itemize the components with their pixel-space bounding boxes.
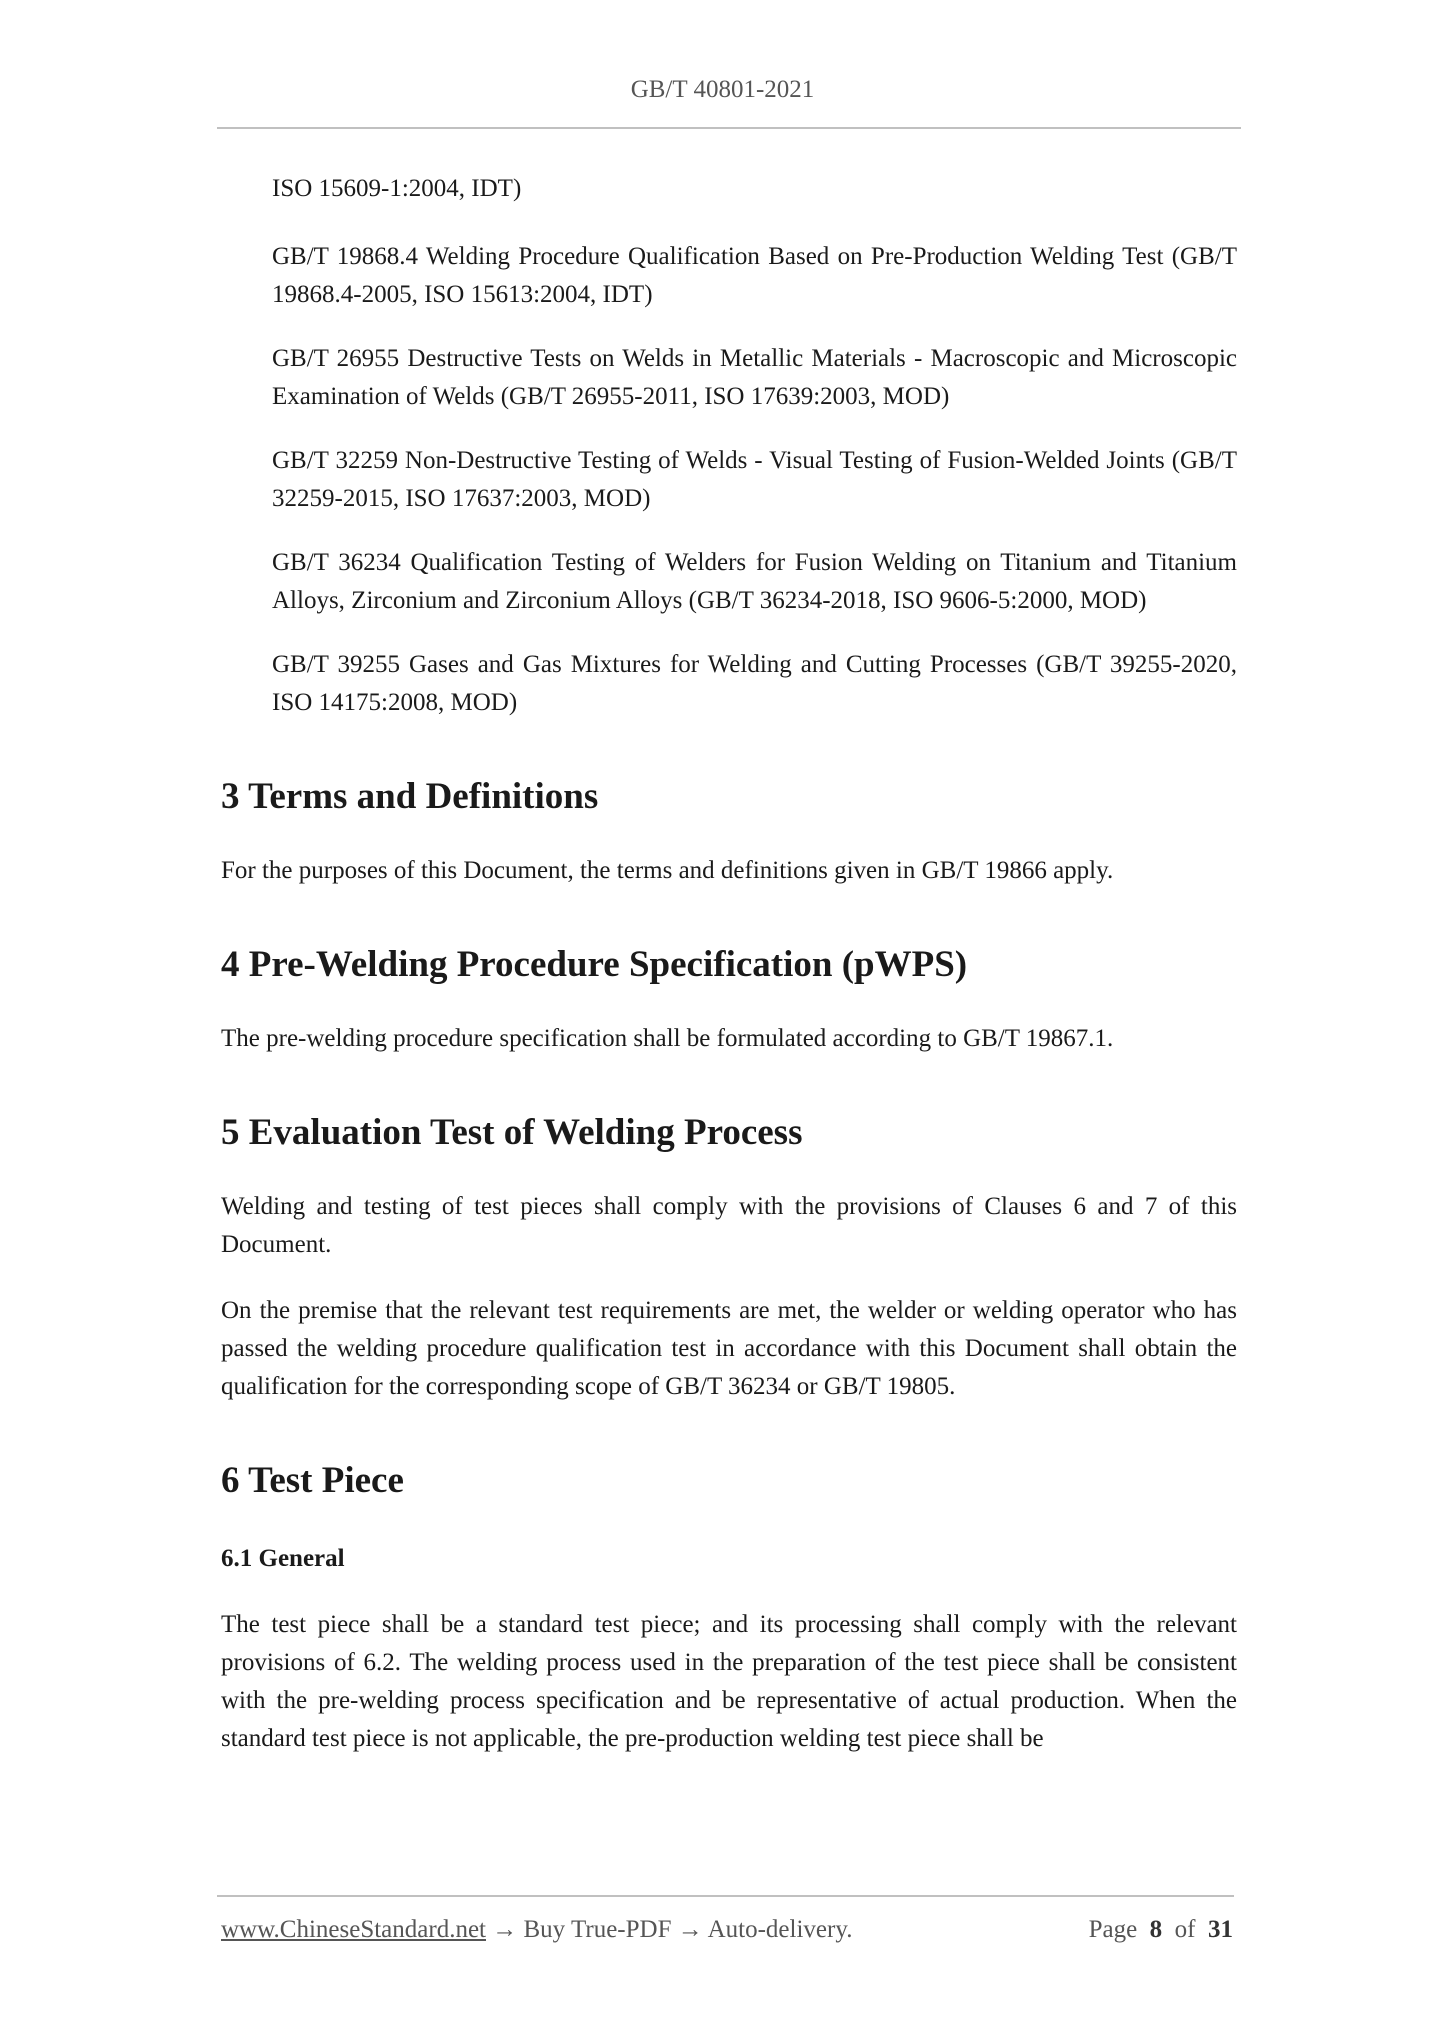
section-heading-test-piece: 6 Test Piece [221, 1460, 404, 1501]
website-link[interactable]: www.ChineseStandard.net [221, 1916, 486, 1943]
promo-text: → Buy True-PDF → Auto-delivery. [486, 1916, 853, 1943]
footer-promo [221, 1916, 852, 1944]
reference-item: GB/T 36234 Qualification Testing of Welders for Fusion Welding on Titanium and Titanium Alloys, Zirconium and Zirconium Alloys (GB/T 36234-2018, ISO 9606-5:2000, MOD) [272, 549, 1237, 614]
reference-item: GB/T 19868.4 Welding Procedure Qualification Based on Pre-Production Welding Test (GB/T 19868.4-2005, ISO 15613:2004, IDT) [272, 243, 1237, 308]
page-of-label: of [1174, 1916, 1196, 1943]
reference-item: ISO 15609-1:2004, IDT) [272, 175, 522, 202]
section-heading-pwps: 4 Pre-Welding Procedure Specification (pWPS) [221, 944, 968, 985]
page-indicator [1089, 1916, 1233, 1944]
footer-divider [217, 1895, 1234, 1897]
section-paragraph: On the premise that the relevant test requirements are met, the welder or welding operator who has passed the welding procedure qualification test in accordance with this Document shall obtain the qualification for the corresponding scope of GB/T 36234 or GB/T 19805. [221, 1297, 1237, 1400]
reference-item: GB/T 26955 Destructive Tests on Welds in Metallic Materials - Macroscopic and Microscopic Examination of Welds (GB/T 26955-2011, ISO 17639:2003, MOD) [272, 345, 1237, 410]
page-label: Page [1088, 1916, 1138, 1943]
section-paragraph: For the purposes of this Document, the terms and definitions given in GB/T 19866 apply. [221, 857, 1114, 884]
reference-item: GB/T 39255 Gases and Gas Mixtures for Welding and Cutting Processes (GB/T 39255-2020, ISO 14175:2008, MOD) [272, 651, 1237, 716]
header-divider [217, 127, 1241, 129]
section-paragraph: The pre-welding procedure specification shall be formulated according to GB/T 19867.1. [221, 1025, 1114, 1052]
document-body [221, 170, 1237, 1758]
total-page-count: 31 [1208, 1916, 1233, 1943]
section-paragraph: Welding and testing of test pieces shall comply with the provisions of Clauses 6 and 7 of this Document. [221, 1193, 1237, 1258]
page-header [0, 76, 1445, 104]
document-code: GB/T 40801-2021 [630, 76, 815, 103]
section-paragraph: The test piece shall be a standard test piece; and its processing shall comply with the relevant provisions of 6.2. The welding process used in the preparation of the test piece shall be consistent with the pre-welding process specification and be representative of actual production. When the standard test piece is not applicable, the pre-production welding test piece shall be [221, 1611, 1237, 1752]
section-heading-evaluation-test: 5 Evaluation Test of Welding Process [221, 1112, 803, 1153]
subsection-heading-general: 6.1 General [221, 1545, 345, 1572]
current-page-number: 8 [1149, 1916, 1163, 1943]
reference-item: GB/T 32259 Non-Destructive Testing of Welds - Visual Testing of Fusion-Welded Joints (GB/T 32259-2015, ISO 17637:2003, MOD) [272, 447, 1237, 512]
section-heading-terms: 3 Terms and Definitions [221, 776, 599, 817]
